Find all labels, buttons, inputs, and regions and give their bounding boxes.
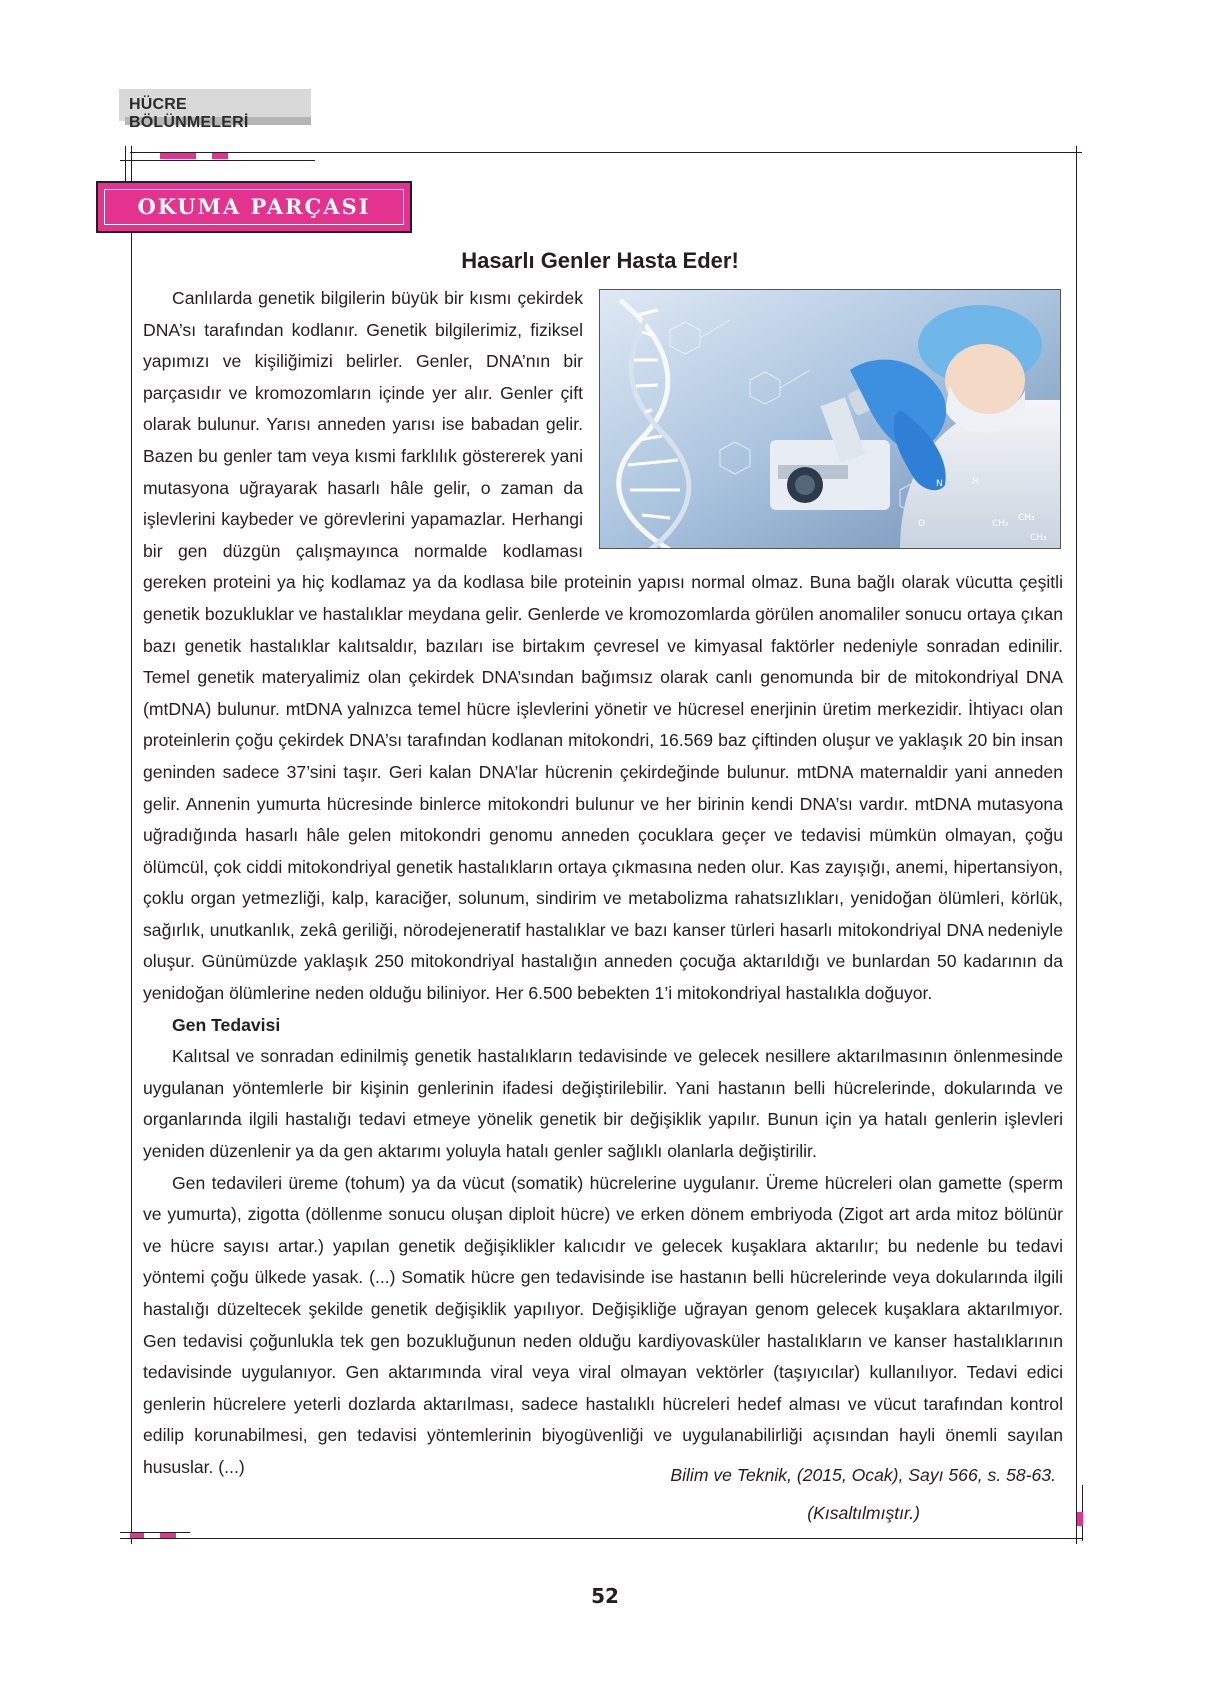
- frame-right: [1076, 146, 1077, 1544]
- molecule-label: CH₂: [992, 519, 1009, 529]
- abridged-note: (Kısaltılmıştır.): [807, 1503, 920, 1523]
- section-tab: [119, 89, 311, 131]
- pink-mark-top-1: [160, 153, 196, 159]
- pink-mark-bottom-1: [130, 1533, 144, 1538]
- pink-mark-bottom-2: [160, 1533, 176, 1538]
- reading-banner: [96, 181, 412, 233]
- pink-mark-top-2: [212, 153, 228, 159]
- article-paragraph: Gen tedavileri üreme (tohum) ya da vücut (somatik) hücrelerine uygulanır. Üreme hücreleri olan gamette (sperm ve yumurta), zigotta (döllenme sonucu oluşan diploit hücre) ve erken dönem embriyoda (Zigot art arda mitoz bölünür ve hücre sayısı artar.) yapılan genetik değişiklikler kalıcıdır ve gelecek kuşaklara aktarılır; bu nedenle bu tedavi yöntemi çoğu ülkede yasak. (...) Somatik hücre gen tedavisinde ise hastanın belli hücrelerinde veya dokularında ilgili hastalığı düzeltecek şekilde genetik değişiklik yapılıyor. Değişikliğe uğrayan genom gelecek kuşaklara aktarılmıyor. Gen tedavisi çoğunlukla tek gen bozukluğunun neden olduğu kardiyovasküler hastalıkların ve kanser hastalıklarının tedavisinde uygulanıyor. Gen aktarımında viral veya viral olmayan vektörler (taşıyıcılar) kullanılıyor. Tedavi edici genlerin hücrelere yeterli dozlarda aktarılması, sadece hastalıklı hücreleri hedef alması ve vücut tarafından kontrol edilip korunabilmesi, gen tedavisi yöntemlerinin biyogüvenliği ve uygulanabilirliği açısından hayli önemli sayılan hususlar. (...): [143, 1172, 1063, 1477]
- source-citation: Bilim ve Teknik, (2015, Ocak), Sayı 566, s. 58-63.: [670, 1465, 1056, 1485]
- frame-left-tick: [125, 146, 126, 182]
- pink-mark-right: [1077, 1512, 1083, 1526]
- page-number: 52: [591, 1584, 619, 1608]
- frame-left: [131, 146, 132, 1544]
- banner-label: OKUMA PARÇASI: [137, 194, 371, 219]
- molecule-label: H: [972, 477, 979, 487]
- section-title: HÜCRE BÖLÜNMELERİ: [129, 96, 249, 131]
- molecule-label: O: [918, 519, 926, 529]
- article-paragraph: Kalıtsal ve sonradan edinilmiş genetik hastalıkların tedavisinde ve gelecek nesillere aktarılmasının önlenmesinde uygulanan yöntemlerle bir kişinin genlerinin ifadesi değiştirilebilir. Yani hastanın belli hücrelerinde, dokularında ve organlarında ilgili hastalığı tedavi etmeye yönelik genetik bir değişiklik yapılır. Bunun için ya hatalı genlerin işlevleri yeniden düzenlenir ya da gen aktarımı yoluyla hatalı genler sağlıklı olanlarla değiştirilir.: [143, 1046, 1063, 1162]
- article-paragraph: Canlılarda genetik bilgilerin büyük bir kısmı çekirdek DNA’sı tarafından kodlanır. Genetik bilgilerimiz, fiziksel yapımızı ve kişiliğimizi belirler. Genler, DNA’nın bir parçasıdır ve kromozomların içinde yer alır. Genler çift olarak bulunur. Yarısı anneden yarısı ise babadan gelir. Bazen bu genler tam veya kısmi farklılık göstererek yani mutasyona uğrayarak hasarlı hâle gelir, o zaman da işlevlerini kaybeder ve görevlerini yapamazlar. Herhangi bir gen düzgün çalışmayınca normalde kodlaması gereken proteini ya hiç kodlamaz ya da kodlasa bile proteinin yapısı normal olmaz. Buna bağlı olarak vücutta çeşitli genetik bozukluklar ve hastalıklar meydana gelir. Genlerde ve kromozomlarda görülen anomaliler sonucu ortaya çıkan bazı genetik hastalıklar kalıtsaldır, bazıları ise birtakım çevresel ve kimyasal faktörler nedeniyle sonradan edinilir. Temel genetik materyalimiz olan çekirdek DNA’sından bağımsız olarak canlı genomunda bir de mitokondriyal DNA (mtDNA) bulunur. mtDNA yalnızca temel hücre işlevlerini yönetir ve hücresel enerjinin üretim merkezidir. İhtiyacı olan proteinlerin çoğu çekirdek DNA’sı tarafından kodlanan mitokondri, 16.569 baz çiftinden oluşur ve yaklaşık 20 bin insan geninden sadece 37’sini taşır. Geri kalan DNA’lar hücrenin çekirdeğinde bulunur. mtDNA maternaldir yani anneden gelir. Annenin yumurta hücresinde binlerce mitokondri bulunur ve her birinin kendi DNA’sı vardır. mtDNA mutasyona uğradığında hasarlı hâle gelen mitokondri genomu anneden çocuklara geçer ve tedavisi mümkün olmayan, çoğu ölümcül, çok ciddi mitokondriyal genetik hastalıkların ortaya çıkmasına neden olur. Kas zayışığı, anemi, hipertansiyon, çoklu organ yetmezliği, kalp, karaciğer, solunum, sindirim ve metabolizma rahatsızlıkları, yenidoğan ölümleri, körlük, sağırlık, unutkanlık, zekâ geriliği, nörodejeneratif hastalıklar ve bazı kanser türleri hasarlı mitokondriyal DNA nedeniyle oluşur. Günümüzde yaklaşık 250 mitokondriyal hastalığın anneden çocuğa aktarıldığı ve bunlardan 50 kadarının da yenidoğan ölümlerine neden olduğu biliniyor. Her 6.500 bebekten 1’i mitokondriyal hastalıkla doğuyor.: [143, 288, 1063, 1004]
- article-body: [143, 283, 1063, 1484]
- molecule-label: CH₃: [1030, 533, 1047, 543]
- frame-bottom: [120, 1538, 1082, 1539]
- molecule-label: N: [936, 479, 943, 489]
- frame-top-short: [120, 160, 315, 161]
- article-title: Hasarlı Genler Hasta Eder!: [461, 248, 739, 273]
- frame-top: [130, 152, 1082, 153]
- molecule-label: CH₃: [1018, 513, 1035, 523]
- subheading-gene-therapy: Gen Tedavisi: [172, 1014, 281, 1035]
- illustration-spacer: [583, 283, 1063, 559]
